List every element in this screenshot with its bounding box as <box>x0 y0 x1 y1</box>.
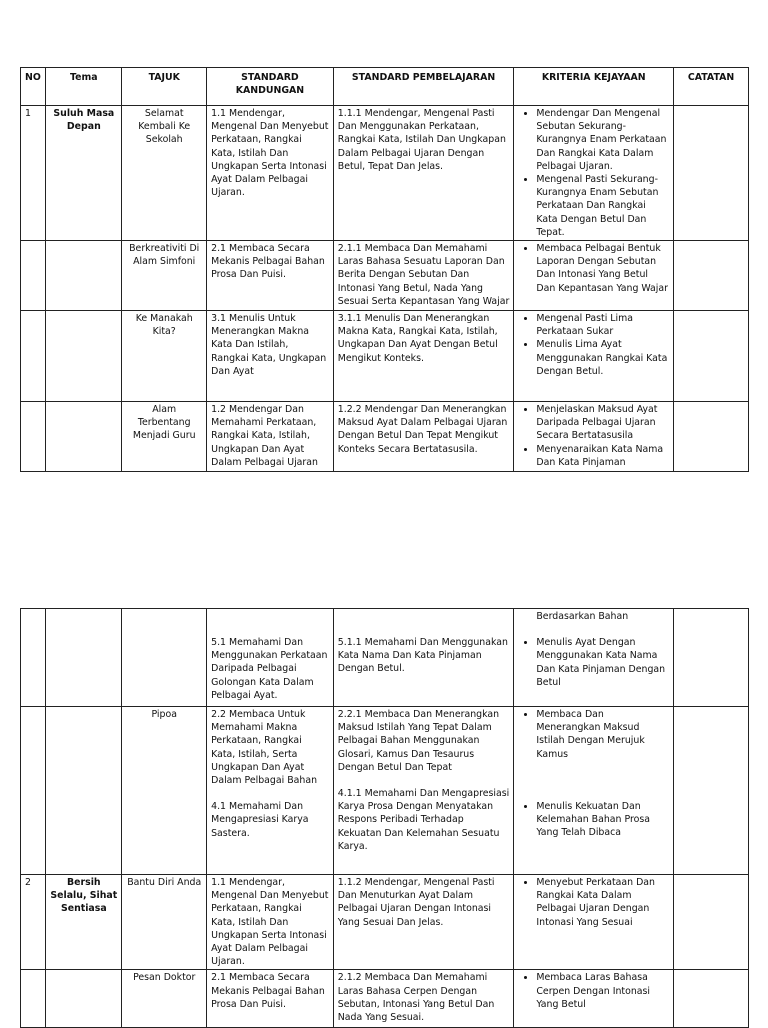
list-item: • Mengenal Pasti Sekurang-Kurangnya Enam Sebutan Perkataan Dan Rangkai Kata Dengan Betul Dan Tepat. <box>536 173 669 239</box>
row-no: 1 <box>21 106 46 241</box>
row-standard-kandungan <box>207 609 334 707</box>
row-tema <box>46 311 122 402</box>
kriteria-list <box>518 242 669 295</box>
list-item: • Menjelaskan Maksud Ayat Daripada Pelbagai Ujaran Secara Bertatasusila <box>536 403 669 443</box>
list-item: • Menyebut Perkataan Dan Rangkai Kata Dalam Pelbagai Ujaran Dengan Intonasi Yang Sesuai <box>536 876 669 929</box>
list-item: • Menulis Ayat Dengan Menggunakan Kata Nama Dan Kata Pinjaman Dengan Betul <box>536 636 669 689</box>
row-standard-kandungan: 1.1 Mendengar, Mengenal Dan Menyebut Perkataan, Rangkai Kata, Istilah Dan Ungkapan Serta Intonasi Ayat Dalam Pelbagai Ujaran. <box>207 875 334 970</box>
row-tajuk: Bantu Diri Anda <box>122 875 207 970</box>
row-standard-pembelajaran <box>333 707 514 875</box>
row-standard-pembelajaran: 1.2.2 Mendengar Dan Menerangkan Maksud Ayat Dalam Pelbagai Ujaran Dengan Betul Dan Tepat Mengikut Konteks Secara Bertatasusila. <box>333 402 514 472</box>
kriteria-continued-text: Berdasarkan Bahan <box>536 611 629 622</box>
row-standard-pembelajaran: 2.1.1 Membaca Dan Memahami Laras Bahasa Sesuatu Laporan Dan Berita Dengan Sebutan Dan Intonasi Yang Betul, Nada Yang Sesuai Serta Kepantasan Yang Wajar <box>333 241 514 311</box>
table-row <box>21 241 749 311</box>
row-catatan <box>674 311 749 402</box>
row-catatan <box>674 970 749 1028</box>
row-catatan <box>674 402 749 472</box>
list-item: • Membaca Dan Menerangkan Maksud Istilah Dengan Merujuk Kamus <box>536 708 669 761</box>
row-tajuk: Ke Manakah Kita? <box>122 311 207 402</box>
row-standard-kandungan: 2.1 Membaca Secara Mekanis Pelbagai Bahan Prosa Dan Puisi. <box>207 241 334 311</box>
list-item: • Menulis Lima Ayat Menggunakan Rangkai Kata Dengan Betul. <box>536 338 669 378</box>
row-standard-kandungan: 2.1 Membaca Secara Mekanis Pelbagai Bahan Prosa Dan Puisi. <box>207 970 334 1028</box>
row-kriteria-kejayaan <box>514 402 674 472</box>
row-tema <box>46 609 122 707</box>
table-row <box>21 609 749 707</box>
list-item: • Menyenaraikan Kata Nama Dan Kata Pinjaman <box>536 443 669 469</box>
header-standard-kandungan: STANDARD KANDUNGAN <box>207 68 334 106</box>
table-row <box>21 106 749 241</box>
row-tajuk: Selamat Kembali Ke Sekolah <box>122 106 207 241</box>
table-row <box>21 707 749 875</box>
row-tajuk: Pesan Doktor <box>122 970 207 1028</box>
kriteria-list <box>518 403 669 469</box>
kriteria-list <box>518 971 669 1011</box>
row-standard-pembelajaran: 3.1.1 Menulis Dan Menerangkan Makna Kata, Rangkai Kata, Istilah, Ungkapan Dan Ayat Dengan Betul Mengikut Konteks. <box>333 311 514 402</box>
kriteria-list <box>518 876 669 929</box>
list-item: • Membaca Laras Bahasa Cerpen Dengan Intonasi Yang Betul <box>536 971 669 1011</box>
header-tema: Tema <box>46 68 122 106</box>
row-catatan <box>674 241 749 311</box>
row-tema <box>46 707 122 875</box>
row-catatan <box>674 106 749 241</box>
row-tema <box>46 970 122 1028</box>
row-standard-kandungan: 1.2 Mendengar Dan Memahami Perkataan, Rangkai Kata, Istilah, Ungkapan Dan Ayat Dalam Pelbagai Ujaran <box>207 402 334 472</box>
kriteria-list <box>518 708 669 761</box>
syllabus-table-page-2 <box>20 608 749 1028</box>
row-no <box>21 707 46 875</box>
row-tajuk: Alam Terbentang Menjadi Guru <box>122 402 207 472</box>
row-kriteria-kejayaan <box>514 241 674 311</box>
kriteria-list <box>518 800 669 840</box>
row-standard-pembelajaran: 1.1.1 Mendengar, Mengenal Pasti Dan Menggunakan Perkataan, Rangkai Kata, Istilah Dan Ungkapan Dalam Pelbagai Ujaran Dengan Betul, Tepat Dan Jelas. <box>333 106 514 241</box>
row-tema: Bersih Selalu, Sihat Sentiasa <box>46 875 122 970</box>
row-no <box>21 609 46 707</box>
row-kriteria-kejayaan <box>514 875 674 970</box>
row-standard-kandungan: 1.1 Mendengar, Mengenal Dan Menyebut Perkataan, Rangkai Kata, Istilah Dan Ungkapan Serta Intonasi Ayat Dalam Pelbagai Ujaran. <box>207 106 334 241</box>
row-tema <box>46 241 122 311</box>
table-row <box>21 970 749 1028</box>
list-item: • Mendengar Dan Mengenal Sebutan Sekurang-Kurangnya Enam Perkataan Dan Rangkai Kata Dalam Pelbagai Ujaran. <box>536 107 669 173</box>
row-tema <box>46 402 122 472</box>
row-no <box>21 970 46 1028</box>
row-kriteria-kejayaan <box>514 106 674 241</box>
standard-pembelajaran-text: 2.2.1 Membaca Dan Menerangkan Maksud Istilah Yang Tepat Dalam Pelbagai Bahan Menggunakan Glosari, Kamus Dan Tesaurus Dengan Betul Dan Tepat <box>337 709 500 773</box>
row-catatan <box>674 875 749 970</box>
header-catatan: CATATAN <box>674 68 749 106</box>
row-tema: Suluh Masa Depan <box>46 106 122 241</box>
standard-pembelajaran-text: 5.1.1 Memahami Dan Menggunakan Kata Nama Dan Kata Pinjaman Dengan Betul. <box>337 637 508 675</box>
row-standard-pembelajaran: 2.1.2 Membaca Dan Memahami Laras Bahasa Cerpen Dengan Sebutan, Intonasi Yang Betul Dan Nada Yang Sesuai. <box>333 970 514 1028</box>
list-item: • Menulis Kekuatan Dan Kelemahan Bahan Prosa Yang Telah Dibaca <box>536 800 669 840</box>
row-standard-kandungan: 3.1 Menulis Untuk Menerangkan Makna Kata Dan Istilah, Rangkai Kata, Ungkapan Dan Ayat <box>207 311 334 402</box>
table-row <box>21 311 749 402</box>
row-tajuk <box>122 609 207 707</box>
row-kriteria-kejayaan <box>514 707 674 875</box>
row-tajuk: Pipoa <box>122 707 207 875</box>
row-no <box>21 241 46 311</box>
header-standard-pembelajaran: STANDARD PEMBELAJARAN <box>333 68 514 106</box>
header-row <box>21 68 749 106</box>
kriteria-list <box>518 636 669 689</box>
kriteria-list <box>518 107 669 239</box>
kriteria-list <box>518 312 669 378</box>
row-no <box>21 311 46 402</box>
row-tajuk: Berkreativiti Di Alam Simfoni <box>122 241 207 311</box>
table-row <box>21 875 749 970</box>
row-kriteria-kejayaan <box>514 609 674 707</box>
row-standard-pembelajaran: 1.1.2 Mendengar, Mengenal Pasti Dan Menuturkan Ayat Dalam Pelbagai Ujaran Dengan Intonasi Yang Sesuai Dan Jelas. <box>333 875 514 970</box>
row-catatan <box>674 609 749 707</box>
standard-kandungan-text: 5.1 Memahami Dan Menggunakan Perkataan Daripada Pelbagai Golongan Kata Dalam Pelbagai Ayat. <box>211 637 328 701</box>
standard-pembelajaran-text: 4.1.1 Memahami Dan Mengapresiasi Karya Prosa Dengan Menyatakan Respons Peribadi Terhadap Kekuatan Dan Kelemahan Sesuatu Karya. <box>337 788 510 852</box>
row-kriteria-kejayaan <box>514 970 674 1028</box>
list-item: • Membaca Pelbagai Bentuk Laporan Dengan Sebutan Dan Intonasi Yang Betul Dan Kepantasan Yang Wajar <box>536 242 669 295</box>
row-standard-kandungan <box>207 707 334 875</box>
row-no <box>21 402 46 472</box>
row-standard-pembelajaran <box>333 609 514 707</box>
row-kriteria-kejayaan <box>514 311 674 402</box>
row-catatan <box>674 707 749 875</box>
standard-kandungan-text: 2.2 Membaca Untuk Memahami Makna Perkataan, Rangkai Kata, Istilah, Serta Ungkapan Dan Ayat Dalam Pelbagai Bahan <box>211 709 318 787</box>
list-item: • Mengenal Pasti Lima Perkataan Sukar <box>536 312 669 338</box>
header-tajuk: TAJUK <box>122 68 207 106</box>
standard-kandungan-text: 4.1 Memahami Dan Mengapresiasi Karya Sastera. <box>211 801 309 839</box>
header-no: NO <box>21 68 46 106</box>
table-row <box>21 402 749 472</box>
header-kriteria-kejayaan: KRITERIA KEJAYAAN <box>514 68 674 106</box>
syllabus-table-page-1 <box>20 67 749 472</box>
row-no: 2 <box>21 875 46 970</box>
